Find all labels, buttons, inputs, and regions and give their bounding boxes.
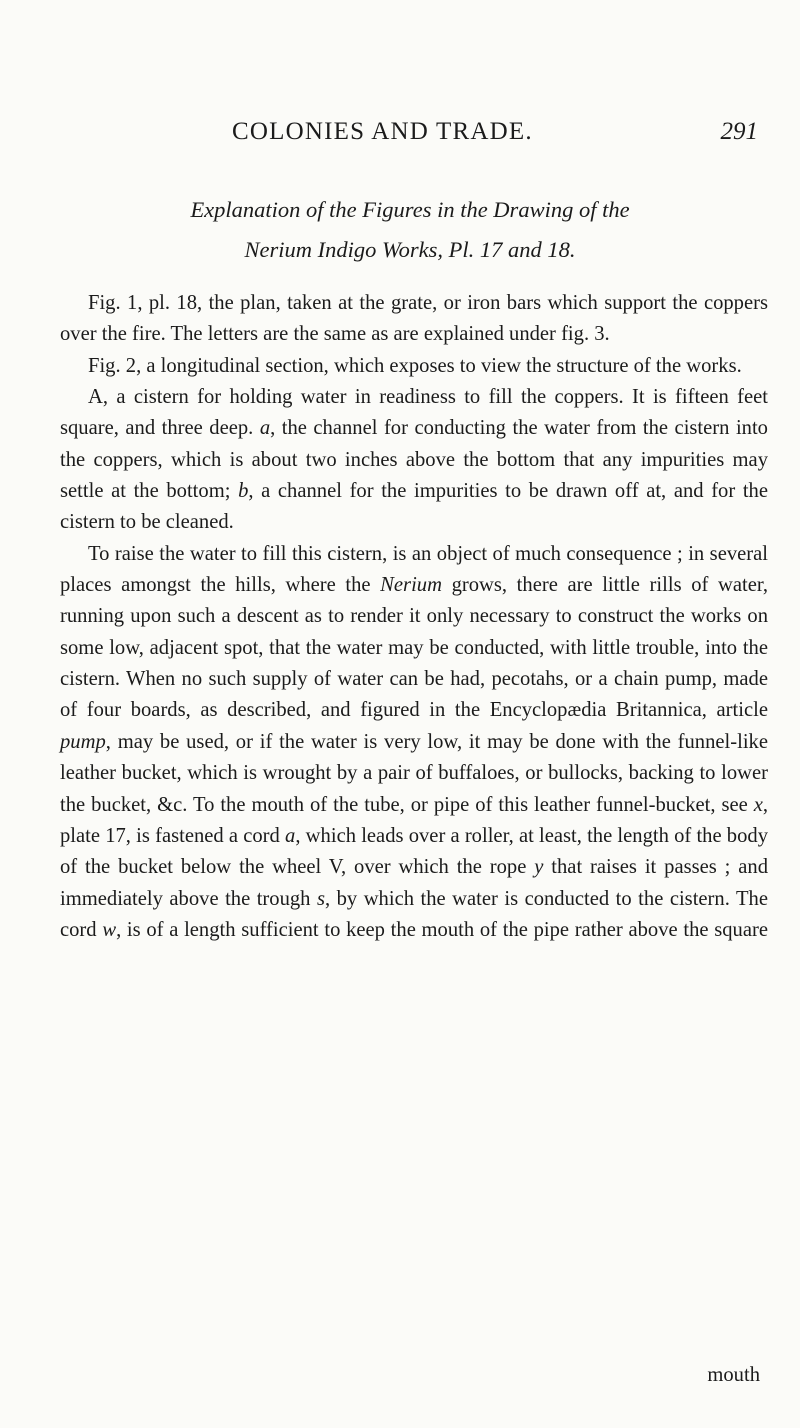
italic-nerium: Nerium xyxy=(380,574,442,597)
paragraph-raising-water: To raise the water to fill this cistern, is an object of much consequence ; in several places amongst the hills, where the Nerium grows, there are little rills of water, running upon such a descent as to render it only necessary to construct the works on some low, adjacent spot, that the water may be conducted, with little trouble, into the cistern. When no such supply of water can be had, pecotahs, or a chain pump, made of four boards, as described, and figured in the Encyclopædia Britannica, article pump, may be used, or if the water is very low, it may be done with the funnel-like leather bucket, which is wrought by a pair of buffaloes, or bullocks, backing to lower the bucket, &c. To the mouth of the tube, or pipe of this leather funnel-bucket, see x, plate 17, is fastened a cord a, which leads over a roller, at least, the length of the body of the bucket below the wheel V, over which the rope y that raises it passes ; and immediately above the trough s, by which the water is conducted to the cistern. The cord w, is of a length sufficient to keep the mouth of the pipe rather above the square xyxy=(60,542,769,941)
letter-b: b xyxy=(238,480,249,503)
letter-a: a xyxy=(259,417,271,440)
body-text xyxy=(60,288,768,946)
section-heading xyxy=(60,190,760,270)
letter-y: y xyxy=(534,856,544,879)
heading-line-2: Nerium Indigo Works, Pl. 17 and 18. xyxy=(244,237,576,262)
heading-line-1: Explanation of the Figures in the Drawing of the xyxy=(190,197,630,222)
letter-a: a xyxy=(285,824,296,847)
running-title: COLONIES AND TRADE. xyxy=(232,118,533,145)
letter-x: x xyxy=(753,793,763,816)
page-number: 291 xyxy=(720,118,758,145)
paragraph-cistern: A, a cistern for holding water in readiness to fill the coppers. It is fifteen feet square, and three deep. a, the channel for conducting the water from the cistern into the coppers, which is about two inches above the bottom that any impurities may settle at the bottom; b, a channel for the impurities to be drawn off at, and for the cistern to be cleaned. xyxy=(60,386,768,534)
catchword: mouth xyxy=(707,1364,760,1386)
italic-pump: pump xyxy=(60,730,106,753)
paragraph-fig-2: Fig. 2, a longitudinal section, which exposes to view the structure of the works. xyxy=(88,354,742,377)
running-head xyxy=(52,118,758,150)
paragraph-fig-1: Fig. 1, pl. 18, the plan, taken at the grate, or iron bars which support the coppers over the fire. The letters are the same as are explained under fig. 3. xyxy=(60,292,768,346)
letter-w: w xyxy=(102,918,117,941)
letter-s: s xyxy=(316,887,325,910)
